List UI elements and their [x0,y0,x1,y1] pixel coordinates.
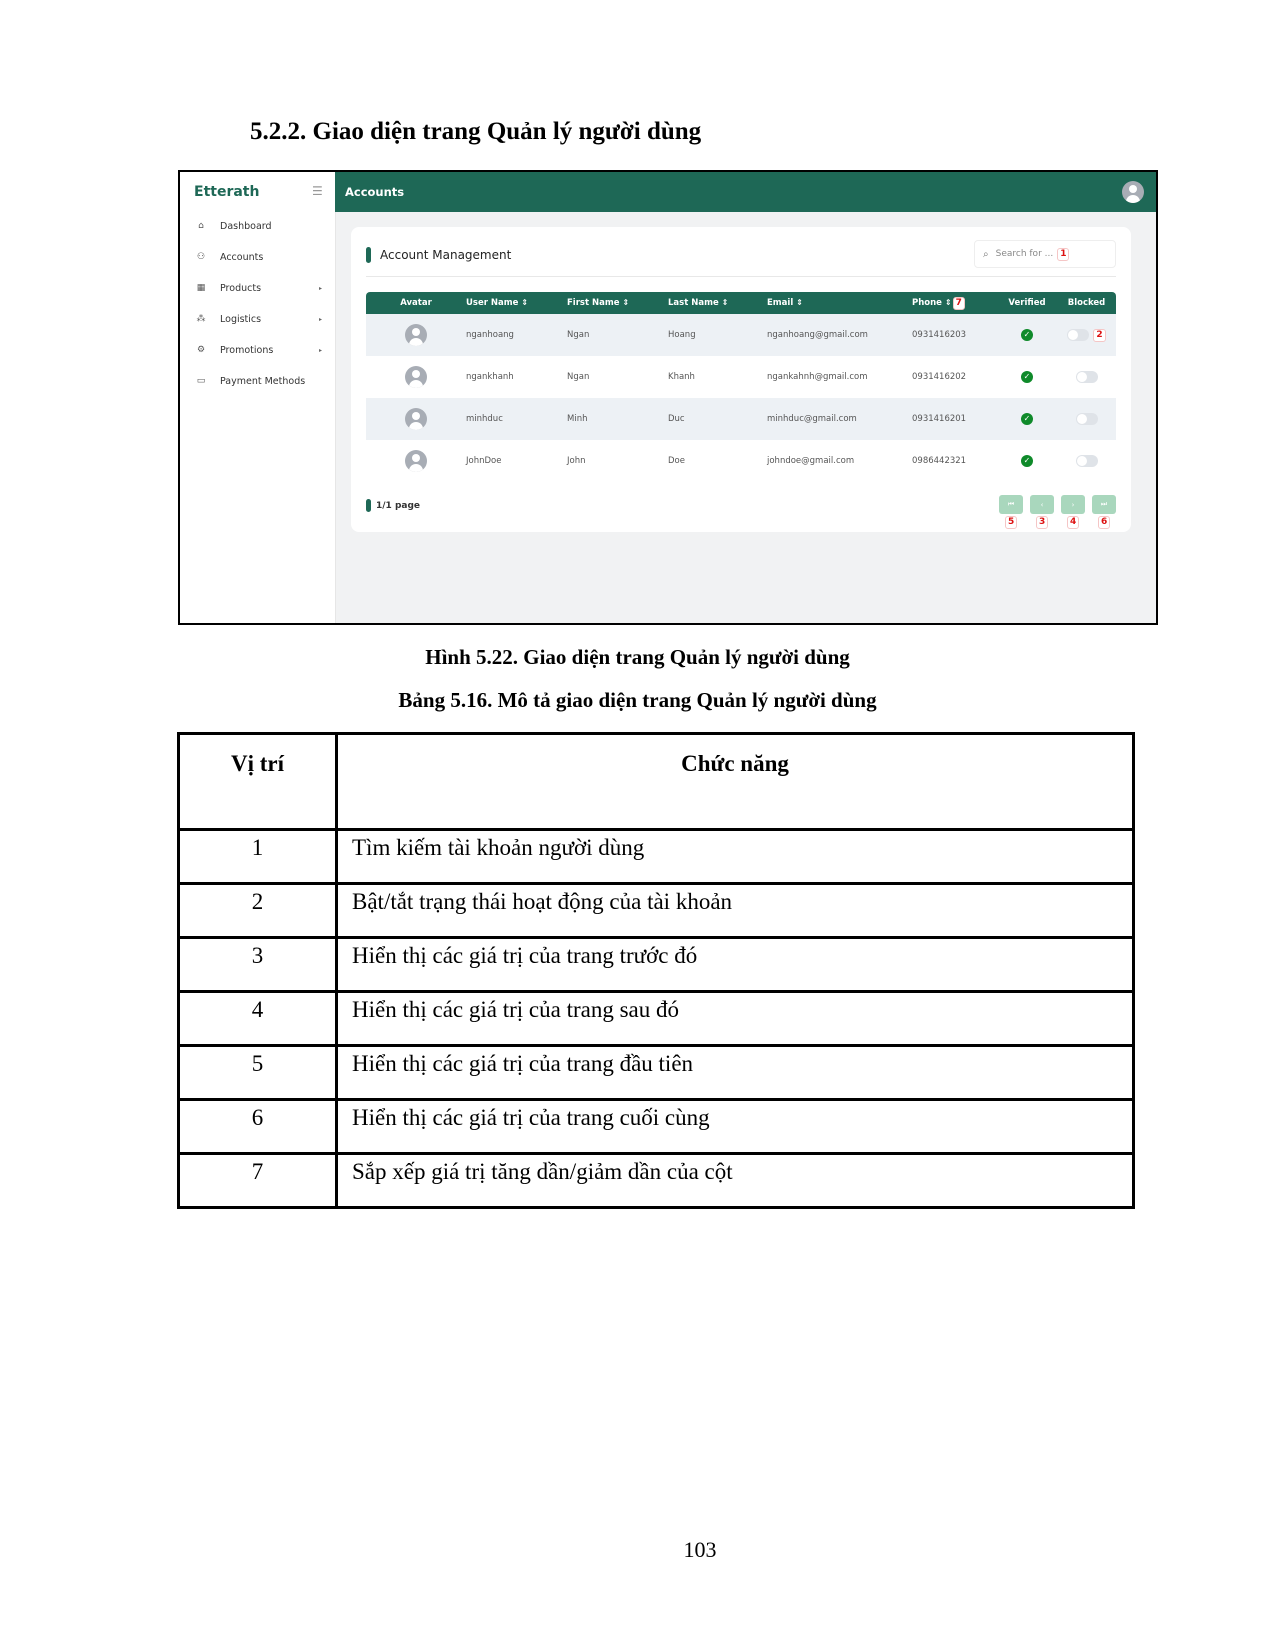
verified-check-icon: ✓ [1021,413,1033,425]
verified-check-icon: ✓ [1021,371,1033,383]
blocked-toggle[interactable] [1076,455,1098,467]
cell-first-name: John [567,456,586,466]
sidebar-item-label: Accounts [220,251,264,263]
cell-last-name: Duc [668,414,685,424]
table-row[interactable] [366,398,1116,440]
last-page-icon: ⏭ [1100,500,1108,508]
annotation-badge: 4 [1067,516,1079,529]
blocked-toggle[interactable] [1076,371,1098,383]
description-table [177,732,1135,1209]
cell-last-name: Khanh [668,372,695,382]
cell-function: Bật/tắt trạng thái hoạt động của tài khoản [337,884,1134,938]
table-row [179,938,1134,992]
header-position: Vị trí [179,734,337,830]
sidebar [180,172,336,623]
card-icon: ▭ [196,376,206,386]
hamburger-icon[interactable]: ☰ [312,184,323,198]
cell-position: 1 [179,830,337,884]
cell-function: Tìm kiếm tài khoản người dùng [337,830,1134,884]
cell-email: johndoe@gmail.com [767,456,855,466]
cell-position: 2 [179,884,337,938]
cell-first-name: Ngan [567,330,590,340]
sort-icon[interactable]: ⇕ [796,298,803,307]
section-heading: 5.2.2. Giao diện trang Quản lý người dùng [250,118,702,145]
next-page-button[interactable] [1061,495,1085,527]
user-avatar-button[interactable] [1122,181,1144,203]
cell-position: 7 [179,1154,337,1208]
sort-icon[interactable]: ⇕ [622,298,630,307]
cell-position: 4 [179,992,337,1046]
card-title-text: Account Management [380,248,512,262]
ui-screenshot-figure [178,170,1158,625]
cell-function: Hiển thị các giá trị của trang đầu tiên [337,1046,1134,1100]
cell-username: nganhoang [466,330,514,340]
account-management-card [351,227,1131,532]
divider [366,276,1116,277]
annotation-badge: 5 [1005,516,1017,529]
blocked-toggle[interactable] [1076,413,1098,425]
sidebar-item-label: Promotions [220,344,274,356]
accent-bar [366,499,371,512]
figure-caption: Hình 5.22. Giao diện trang Quản lý người dùng [425,645,850,669]
cell-function: Hiển thị các giá trị của trang cuối cùng [337,1100,1134,1154]
users-icon: ⚇ [196,252,206,262]
annotation-badge: 3 [1036,516,1048,529]
column-header-avatar: Avatar [400,298,432,308]
cell-phone: 0931416203 [912,330,967,340]
brand-logo: Etterath [194,184,260,200]
cell-last-name: Hoang [668,330,696,340]
column-header-email[interactable]: Email ⇕ [767,298,803,308]
first-page-button[interactable] [999,495,1023,527]
table-row [179,830,1134,884]
sidebar-item-label: Products [220,282,262,294]
cell-email: minhduc@gmail.com [767,414,857,424]
search-placeholder: Search for ... [995,249,1054,259]
table-row [179,1046,1134,1100]
cell-username: JohnDoe [466,456,502,466]
caret-right-icon: ▸ [318,315,322,323]
column-header-phone[interactable]: Phone ⇕ 7 [912,297,997,310]
cell-last-name: Doe [668,456,685,466]
cell-username: ngankhanh [466,372,514,382]
pagination [999,495,1116,527]
column-header-first-name[interactable]: First Name ⇕ [567,298,630,308]
sidebar-item-label: Payment Methods [220,375,306,387]
cell-phone: 0986442321 [912,456,967,466]
sort-icon[interactable]: ⇕ [721,298,729,307]
sort-icon[interactable]: ⇕ [944,297,952,307]
annotation-badge: 6 [1098,516,1110,529]
caret-right-icon: ▸ [318,284,322,292]
home-icon: ⌂ [198,221,204,231]
last-page-button[interactable] [1092,495,1116,527]
table-row[interactable] [366,314,1116,356]
table-row[interactable] [366,440,1116,482]
cell-phone: 0931416201 [912,414,967,424]
table-header-row [179,734,1134,830]
page-number: 103 [683,1537,717,1562]
caret-right-icon: ▸ [318,346,322,354]
chevron-left-icon: ‹ [1040,500,1044,509]
sidebar-item-products[interactable] [194,278,322,298]
cell-position: 6 [179,1100,337,1154]
column-header-blocked: Blocked [1067,298,1106,308]
search-input[interactable] [974,240,1116,268]
search-icon: ⌕ [983,248,989,260]
verified-check-icon: ✓ [1021,455,1033,467]
cell-username: minhduc [466,414,503,424]
cell-email: nganhoang@gmail.com [767,330,868,340]
sidebar-item-label: Logistics [220,313,262,325]
sidebar-item-logistics[interactable] [194,309,322,329]
table-header [366,292,1116,314]
column-header-last-name[interactable]: Last Name ⇕ [668,298,729,308]
table-row [179,884,1134,938]
page-info-text: 1/1 page [376,500,421,511]
first-page-icon: ⏮ [1007,500,1015,508]
table-caption: Bảng 5.16. Mô tả giao diện trang Quản lý người dùng [398,688,877,712]
avatar-head [1129,185,1137,193]
avatar-icon [405,324,427,346]
sidebar-item-payment-methods[interactable] [194,371,322,391]
table-row [179,1100,1134,1154]
avatar-icon [405,450,427,472]
cell-position: 5 [179,1046,337,1100]
column-header-username[interactable]: User Name ⇕ [466,298,529,308]
annotation-badge: 2 [1093,329,1105,342]
cell-email: ngankahnh@gmail.com [767,372,868,382]
logistics-icon: ⁂ [196,314,206,324]
sidebar-item-promotions[interactable] [194,340,322,360]
blocked-toggle[interactable] [1067,329,1089,341]
avatar-icon [405,366,427,388]
sidebar-item-accounts[interactable] [194,247,322,267]
avatar-body [1126,195,1140,203]
page-title: Accounts [345,185,405,199]
chevron-right-icon: › [1071,500,1075,509]
cell-function: Sắp xếp giá trị tăng dần/giảm dần của cột [337,1154,1134,1208]
cell-position: 3 [179,938,337,992]
cell-first-name: Ngan [567,372,590,382]
card-title [366,247,511,263]
products-icon: ▦ [196,283,206,293]
accounts-table [366,292,1116,482]
sidebar-item-dashboard[interactable] [194,216,322,236]
verified-check-icon: ✓ [1021,329,1033,341]
column-header-verified: Verified [1008,298,1046,308]
cell-first-name: Minh [567,414,588,424]
prev-page-button[interactable] [1030,495,1054,527]
sidebar-item-label: Dashboard [220,220,272,232]
avatar-icon [405,408,427,430]
top-bar [335,172,1156,212]
header-function: Chức năng [337,734,1134,830]
annotation-badge: 1 [1057,248,1069,261]
cell-function: Hiển thị các giá trị của trang sau đó [337,992,1134,1046]
table-row [179,1154,1134,1208]
cell-function: Hiển thị các giá trị của trang trước đó [337,938,1134,992]
cell-phone: 0931416202 [912,372,967,382]
table-row[interactable] [366,356,1116,398]
table-row [179,992,1134,1046]
annotation-badge: 7 [953,297,965,310]
sort-icon[interactable]: ⇕ [521,298,529,307]
page-info [366,499,420,512]
promotion-icon: ⚙ [196,345,206,355]
accent-bar [366,247,371,263]
